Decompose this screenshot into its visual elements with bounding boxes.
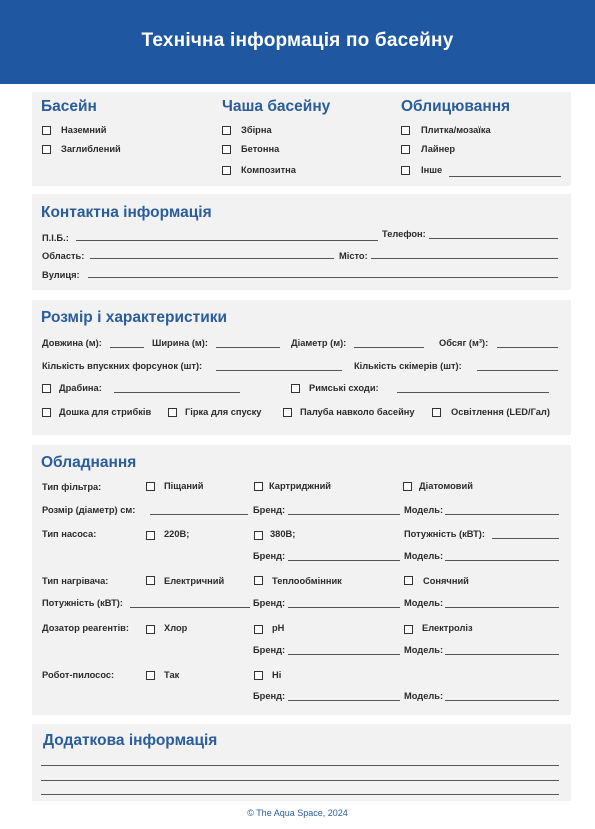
doser-option-label: Хлор xyxy=(164,623,188,633)
heater-option-checkbox[interactable] xyxy=(146,576,155,585)
city-field[interactable] xyxy=(371,258,558,259)
lighting-label: Освітлення (LED/Гал) xyxy=(451,407,550,417)
pump-brand-label: Бренд: xyxy=(253,551,286,561)
pool-title: Басейн xyxy=(41,98,97,115)
size-panel xyxy=(32,300,571,435)
name-field[interactable] xyxy=(76,240,378,241)
skimmers-field[interactable] xyxy=(477,370,558,371)
header-banner xyxy=(0,0,595,84)
robot-label: Робот-пилосос: xyxy=(42,670,115,680)
pump-brand-field[interactable] xyxy=(288,560,400,561)
additional-title: Додаткова інформація xyxy=(43,732,218,749)
length-label: Довжина (м): xyxy=(42,338,102,348)
robot-model-field[interactable] xyxy=(445,700,559,701)
inlets-label: Кількість впускних форсунок (шт): xyxy=(42,361,203,371)
lining-title: Облицювання xyxy=(401,98,511,115)
robot-brand-label: Бренд: xyxy=(253,691,286,701)
pool-option-label: Заглиблений xyxy=(61,144,121,154)
robot-model-label: Модель: xyxy=(404,691,444,701)
heater-brand-field[interactable] xyxy=(288,607,400,608)
volume-label: Обсяг (м³): xyxy=(439,338,489,348)
heater-type-label: Тип нагрівача: xyxy=(42,576,109,586)
lining-option-label: Інше xyxy=(421,165,443,175)
heater-option-label: Електричний xyxy=(164,576,225,586)
heater-model-label: Модель: xyxy=(404,598,444,608)
robot-option-checkbox[interactable] xyxy=(146,671,155,680)
equipment-title: Обладнання xyxy=(41,454,137,471)
lining-option-checkbox[interactable] xyxy=(401,126,410,135)
phone-field[interactable] xyxy=(429,238,558,239)
inlets-field[interactable] xyxy=(216,370,342,371)
robot-option-label: Так xyxy=(164,670,180,680)
bowl-option-label: Бетонна xyxy=(241,144,280,154)
heater-option-checkbox[interactable] xyxy=(254,576,263,585)
bowl-option-checkbox[interactable] xyxy=(222,145,231,154)
lining-other-field[interactable] xyxy=(449,176,561,177)
region-field[interactable] xyxy=(90,258,334,259)
contact-title: Контактна інформація xyxy=(41,204,212,221)
pump-model-field[interactable] xyxy=(445,560,559,561)
equipment-panel xyxy=(32,445,571,715)
contact-panel xyxy=(32,194,571,290)
street-field[interactable] xyxy=(88,277,558,278)
street-label: Вулиця: xyxy=(42,270,80,280)
doser-option-label: pH xyxy=(272,623,285,633)
diameter-label: Діаметр (м): xyxy=(291,338,347,348)
heater-power-label: Потужність (кВТ): xyxy=(42,598,123,608)
slide-checkbox[interactable] xyxy=(168,408,177,417)
diving-board-label: Дошка для стрибків xyxy=(59,407,152,417)
roman-steps-label: Римські сходи: xyxy=(309,383,379,393)
doser-label: Дозатор реагентів: xyxy=(42,623,129,633)
robot-option-label: Ні xyxy=(272,670,282,680)
robot-option-checkbox[interactable] xyxy=(254,671,263,680)
ladder-field[interactable] xyxy=(114,392,240,393)
skimmers-label: Кількість скімерів (шт): xyxy=(354,361,462,371)
width-label: Ширина (м): xyxy=(152,338,208,348)
filter-model-field[interactable] xyxy=(445,514,559,515)
width-field[interactable] xyxy=(216,347,280,348)
roman-steps-checkbox[interactable] xyxy=(291,384,300,393)
pump-power-field[interactable] xyxy=(492,538,559,539)
heater-option-label: Сонячний xyxy=(423,576,469,586)
footer-copyright: © The Aqua Space, 2024 xyxy=(247,808,348,818)
filter-option-label: Картриджний xyxy=(269,481,332,491)
doser-model-field[interactable] xyxy=(445,654,559,655)
filter-option-checkbox[interactable] xyxy=(403,482,412,491)
lighting-checkbox[interactable] xyxy=(432,408,441,417)
lining-option-label: Лайнер xyxy=(421,144,456,154)
pump-option-checkbox[interactable] xyxy=(254,531,263,540)
roman-steps-field[interactable] xyxy=(397,392,549,393)
region-label: Область: xyxy=(42,251,85,261)
diameter-field[interactable] xyxy=(354,347,424,348)
filter-option-label: Діатомовий xyxy=(419,481,473,491)
pool-option-checkbox[interactable] xyxy=(42,126,51,135)
doser-brand-field[interactable] xyxy=(288,654,400,655)
pump-option-label: 380В; xyxy=(270,529,296,539)
filter-option-checkbox[interactable] xyxy=(254,482,263,491)
city-label: Місто: xyxy=(339,251,368,261)
ladder-label: Драбина: xyxy=(59,383,102,393)
bowl-option-label: Композитна xyxy=(241,165,296,175)
additional-line[interactable] xyxy=(41,794,559,795)
filter-model-label: Модель: xyxy=(404,505,444,515)
name-label: П.І.Б.: xyxy=(42,233,69,243)
bowl-option-label: Збірна xyxy=(241,125,272,135)
length-field[interactable] xyxy=(110,347,144,348)
slide-label: Гірка для спуску xyxy=(185,407,262,417)
doser-option-label: Електроліз xyxy=(422,623,473,633)
bowl-title: Чаша басейну xyxy=(222,98,331,115)
pump-type-label: Тип насоса: xyxy=(42,529,97,539)
filter-option-checkbox[interactable] xyxy=(146,482,155,491)
pool-option-checkbox[interactable] xyxy=(42,145,51,154)
filter-brand-label: Бренд: xyxy=(253,505,286,515)
pump-power-label: Потужність (кВТ): xyxy=(404,529,485,539)
heater-model-field[interactable] xyxy=(445,607,559,608)
doser-option-checkbox[interactable] xyxy=(404,625,413,634)
filter-brand-field[interactable] xyxy=(288,514,400,515)
deck-label: Палуба навколо басейну xyxy=(300,407,415,417)
lining-option-checkbox[interactable] xyxy=(401,166,410,175)
pump-option-checkbox[interactable] xyxy=(146,531,155,540)
lining-option-checkbox[interactable] xyxy=(401,145,410,154)
diving-board-checkbox[interactable] xyxy=(42,408,51,417)
robot-brand-field[interactable] xyxy=(288,700,400,701)
filter-option-label: Піщаний xyxy=(164,481,204,491)
deck-checkbox[interactable] xyxy=(283,408,292,417)
filter-type-label: Тип фільтра: xyxy=(42,482,102,492)
volume-field[interactable] xyxy=(497,347,558,348)
doser-option-checkbox[interactable] xyxy=(254,625,263,634)
heater-option-label: Теплообмінник xyxy=(272,576,342,586)
pump-option-label: 220В; xyxy=(164,529,190,539)
heater-brand-label: Бренд: xyxy=(253,598,286,608)
lining-option-label: Плитка/мозаїка xyxy=(421,125,491,135)
heater-option-checkbox[interactable] xyxy=(404,576,413,585)
pump-model-label: Модель: xyxy=(404,551,444,561)
phone-label: Телефон: xyxy=(382,229,426,239)
pool-type-panel xyxy=(32,92,571,186)
page-title: Технічна інформація по басейну xyxy=(141,30,454,51)
bowl-option-checkbox[interactable] xyxy=(222,126,231,135)
doser-brand-label: Бренд: xyxy=(253,645,286,655)
doser-option-checkbox[interactable] xyxy=(146,625,155,634)
size-title: Розмір і характеристики xyxy=(41,309,228,326)
filter-size-field[interactable] xyxy=(150,514,248,515)
additional-line[interactable] xyxy=(41,765,559,766)
additional-panel xyxy=(32,724,571,801)
additional-line[interactable] xyxy=(41,780,559,781)
bowl-option-checkbox[interactable] xyxy=(222,166,231,175)
filter-size-label: Розмір (діаметр) см: xyxy=(42,505,136,515)
doser-model-label: Модель: xyxy=(404,645,444,655)
pool-option-label: Наземний xyxy=(61,125,107,135)
heater-power-field[interactable] xyxy=(130,607,250,608)
ladder-checkbox[interactable] xyxy=(42,384,51,393)
